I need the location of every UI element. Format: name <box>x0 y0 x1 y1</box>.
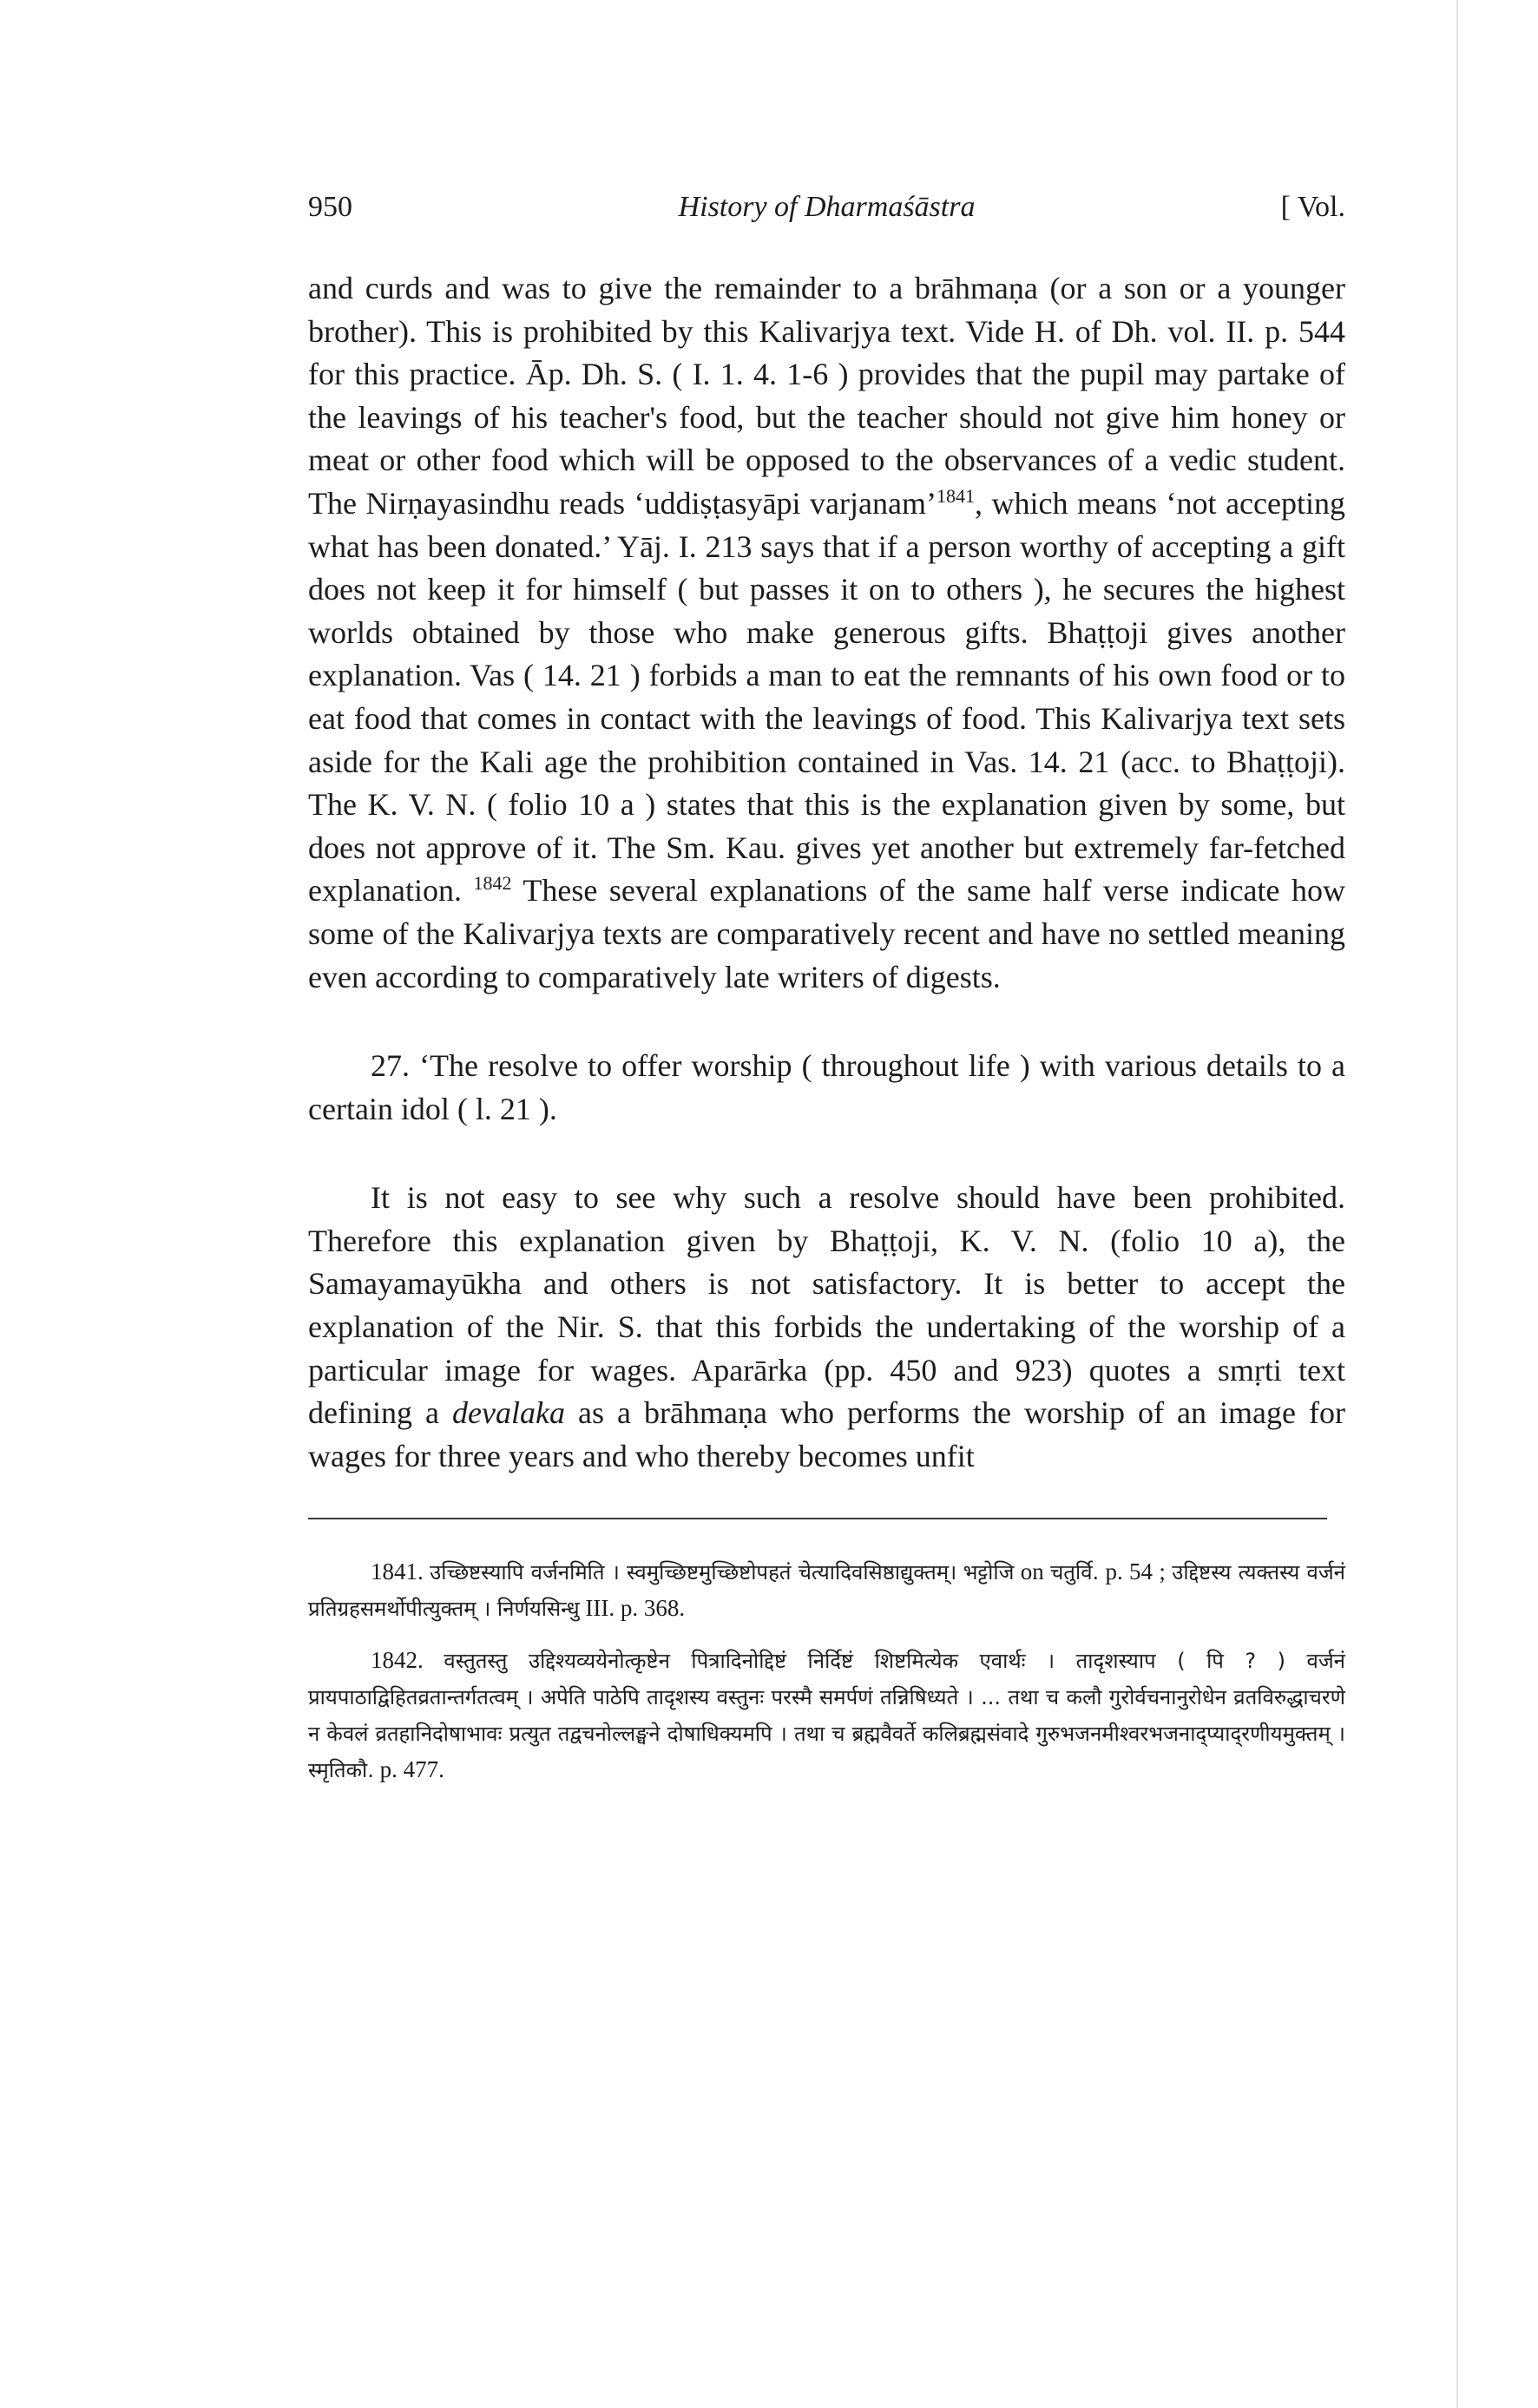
sanskrit-text: उद्दिष्टस्य त्यक्तस्य वर्जनं प्रतिग्रहसमर्थोपीत्युक्तम् । निर्णयसिन्धु <box>308 1560 1346 1622</box>
paragraph-text: It is not easy to see why such a resolve should have been prohibited. Therefore this explanation given by Bhaṭṭoji, K. V. N. (folio 10 a), the Samayamayūkha and others is not satisfactory. It is better to accept the explanation of the Nir. S. that this forbids the undertaking of the worship of a particular image for wages. Aparārka (pp. 450 and 923) quotes a smṛti text defining a <box>308 1180 1345 1431</box>
book-page <box>308 191 1345 1788</box>
running-title: History of Dharmaśāstra <box>678 191 976 223</box>
running-header <box>308 191 1345 243</box>
footnote-number: 1841. <box>371 1558 424 1585</box>
footnote-1842 <box>308 1643 1345 1788</box>
italic-term: devalaka <box>452 1395 565 1431</box>
paragraph-kalivarjya-26 <box>308 267 1345 999</box>
paragraph-text: and curds and was to give the remainder to a brāhmaṇa (or a son or a younger brother). This is prohibited by this Kalivarjya text. Vide H. of Dh. vol. II. p. 544 for this practice. Āp. Dh. S. ( I. 1. 4. 1-6 ) provides that the pupil may partake of the leavings of his teacher's food, but the teacher should not give him honey or meat or other food which will be opposed to the observances of a vedic student. The Nirṇayasindhu reads ‘uddiṣṭasyāpi varjanam’ <box>308 271 1345 521</box>
sanskrit-text: वस्तुतस्तु उद्दिश्यव्ययेनोत्कृष्टेन पित्रादिनोद्दिष्टं निर्दिष्टं शिष्टमित्येक एवार्थः । तादृशस्याप ( पि ? ) वर्जनं प्रायपाठाद्विहितव्रतान्तर्गतत्वम् । अपेति पाठेपि तादृशस्य वस्तुनः परस्मै समर्पणं तन्निषिध्यते । ... तथा च कलौ गुरोर्वचनानुरोधेन व्रतविरुद्धाचरणे न केवलं व्रतहानिदोषाभावः प्रत्युत तद्वचनोल्लङ्घने दोषाधिक्यमपि । तथा च ब्रह्मवैवर्ते कलिब्रह्मसंवादे गुरुभजनमीश्वरभजनाद्‌प्याद्‌रणीयमुक्तम् । स्मृतिकौ. <box>308 1649 1346 1783</box>
sanskrit-text: उच्छिष्टस्यापि वर्जनमिति । स्वमुच्छिष्टमुच्छिष्टोपहतं चेत्यादिवसिष्ठाद्युक्तम्। <box>430 1560 957 1585</box>
paragraph-text: as a brāhmaṇa who performs the worship of an image for wages for three years and who thereby becomes unfit <box>308 1395 1345 1473</box>
footnote-1841 <box>308 1554 1345 1627</box>
footnotes <box>308 1554 1345 1788</box>
footnote-number: 1842. <box>371 1647 424 1674</box>
paragraph-text: , which means ‘not accepting what has been donated.’ Yāj. I. 213 says that if a person worthy of accepting a gift does not keep it for himself ( but passes it on to others ), he secures the highest worlds obtained by those who make generous gifts. Bhaṭṭoji gives another explanation. Vas ( 14. 21 ) forbids a man to eat the remnants of his own food or to eat food that comes in contact with the leavings of food. This Kalivarjya text sets aside for the Kali age the prohibition contained in Vas. 14. 21 (acc. to Bhaṭṭoji). The K. V. N. ( folio 10 a ) states that this is the explanation given by some, but does not approve of it. The Sm. Kau. gives yet another but extremely far-fetched explanation. <box>308 485 1345 909</box>
paragraph-text: These several explanations of the same half verse indicate how some of the Kalivarjya texts are comparatively recent and have no settled meaning even according to comparatively late writers of digests. <box>308 873 1345 994</box>
page-edge-shadow <box>1456 0 1458 2408</box>
paragraph-kalivarjya-27-heading: 27. ‘The resolve to offer worship ( throughout life ) with various details to a certain idol ( l. 21 ). <box>308 1048 1345 1126</box>
main-text <box>308 267 1345 1478</box>
footnote-ref-1842[interactable]: 1842 <box>473 872 512 895</box>
footnote-text: III. p. 368. <box>579 1595 686 1622</box>
footnote-divider <box>308 1518 1327 1519</box>
sanskrit-text: चतुर्वि. <box>1050 1560 1100 1585</box>
page-number: 950 <box>308 191 352 223</box>
footnote-text: p. 477. <box>373 1756 444 1783</box>
footnote-ref-1841[interactable]: 1841 <box>936 484 975 507</box>
volume-marker: [ Vol. <box>1280 191 1345 223</box>
sanskrit-text: भट्टोजि <box>963 1560 1015 1585</box>
footnote-text: p. 54 ; <box>1099 1558 1173 1585</box>
paragraph-kalivarjya-27-discussion <box>308 1177 1345 1478</box>
footnote-text: on <box>1014 1558 1051 1585</box>
